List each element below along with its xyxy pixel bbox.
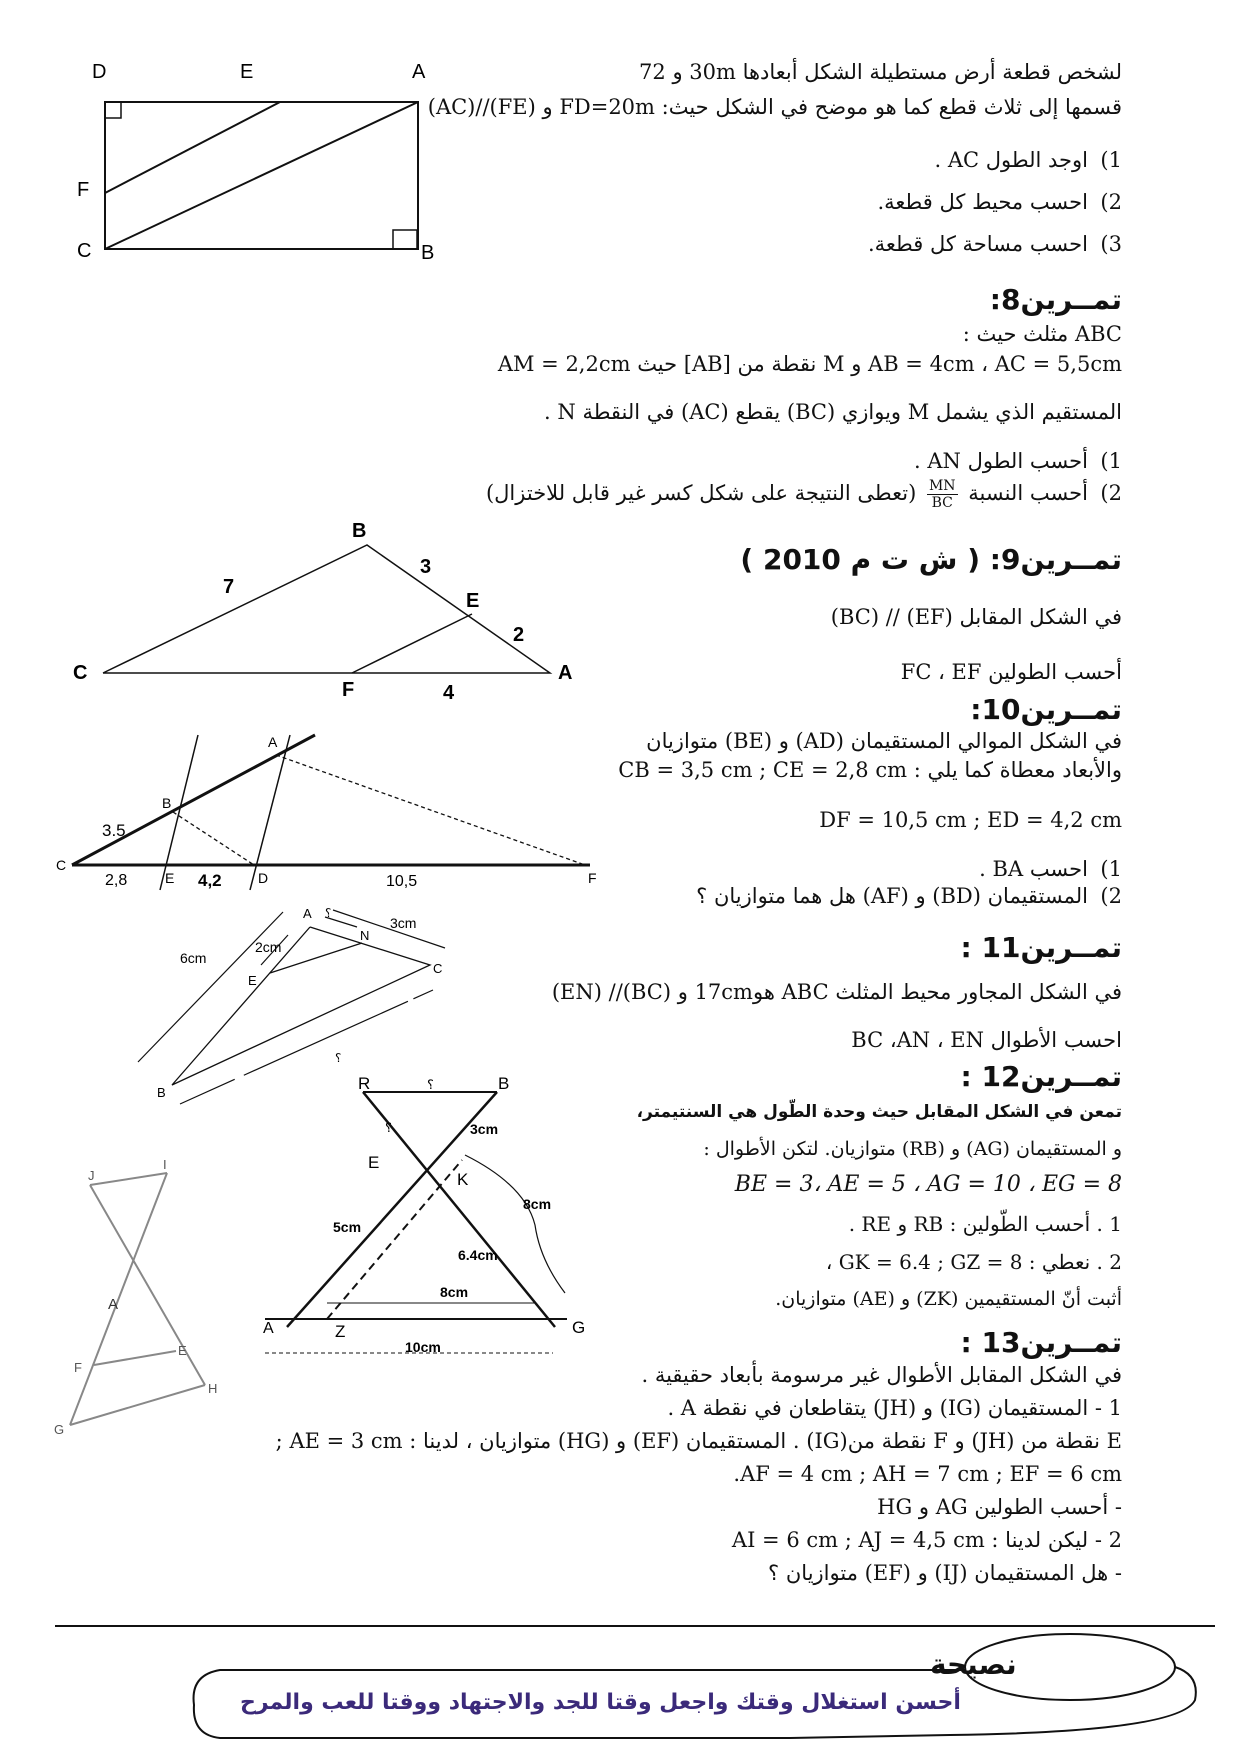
label-C: C xyxy=(77,240,92,262)
ex10-line3: DF = 10,5 cm ; ED = 4,2 cm xyxy=(819,808,1122,832)
ex9-source: ( ش ت م 2010 ) xyxy=(740,543,980,576)
ex9-title: تمــرين9: ( ش ت م 2010 ) xyxy=(740,543,1122,576)
advice-frame xyxy=(190,1630,1220,1745)
unknown-AN: ؟ xyxy=(325,906,332,920)
ex8-title: تمــرين8: xyxy=(989,283,1122,316)
label-G: G xyxy=(54,1422,65,1437)
label-D: D xyxy=(258,870,269,886)
ex10-line1: في الشكل الموالي المستقيمان (AD) و (BE) متوازيان xyxy=(646,729,1122,753)
arrow-AC-3cm xyxy=(333,910,445,948)
ex7-question-3: 3)احسب مساحة كل قطعة. xyxy=(867,232,1122,256)
label-B: B xyxy=(157,1085,166,1100)
ex13-line5: - أحسب الطولين AG و HG xyxy=(877,1495,1122,1519)
ex12-line3: BE = 3، AE = 5 ، AG = 10 ، EG = 8 xyxy=(734,1172,1122,1197)
length-3cm: 3cm xyxy=(390,915,417,931)
length-4: 4 xyxy=(443,682,455,704)
label-C: C xyxy=(56,857,67,873)
ex13-line6: 2 - ليكن لدينا : AI = 6 cm ; AJ = 4,5 cm xyxy=(731,1528,1122,1552)
arrow-AB-6cm xyxy=(138,912,283,1062)
ex7-statement-line2: قسمها إلى ثلاث قطع كما هو موضح في الشكل حيث: FD=20m و (FE)//(AC) xyxy=(427,95,1122,119)
ex12-figure xyxy=(265,1075,605,1365)
ex9-line2: أحسب الطولين FC ، EF xyxy=(900,660,1122,684)
label-A: A xyxy=(268,734,278,750)
ex9-triangle-figure xyxy=(65,515,595,705)
label-B: B xyxy=(352,520,367,542)
ex11-line1: في الشكل المجاور محيط المثلث ABC هو17cm و (BC)// (EN) xyxy=(551,980,1122,1004)
length-2: 2 xyxy=(513,624,525,646)
length-CB: 3.5 xyxy=(102,821,126,840)
label-A: A xyxy=(108,1296,119,1313)
advice-text: أحسن استغلال وقتك واجعل وقتا للجد والاجتهاد ووقتا للعب والمرح xyxy=(240,1690,961,1715)
brace-8cm xyxy=(465,1155,565,1293)
ex7-statement-line1: لشخص قطعة أرض مستطيلة الشكل أبعادها 30m و 72 xyxy=(639,60,1122,84)
ex7-question-2: 2)احسب محيط كل قطعة. xyxy=(877,190,1122,214)
label-G: G xyxy=(572,1318,586,1337)
label-H: H xyxy=(208,1381,218,1396)
length-CE: 2,8 xyxy=(105,872,128,889)
right-angle-D xyxy=(105,102,121,118)
ex11-title: تمــرين11 : xyxy=(960,931,1122,964)
label-A: A xyxy=(412,61,426,83)
label-E: E xyxy=(240,61,254,83)
ex13-line4: AF = 4 cm ; AH = 7 cm ; EF = 6 cm. xyxy=(733,1462,1122,1486)
segment-GH xyxy=(70,1385,205,1425)
label-E: E xyxy=(248,973,257,988)
unknown-BC: ؟ xyxy=(335,1051,342,1065)
ex13-line2: 1 - المستقيمان (IG) و (JH) يتقاطعان في نقطة A . xyxy=(667,1396,1122,1420)
label-N: N xyxy=(360,928,370,943)
length-ED: 4,2 xyxy=(198,871,222,890)
label-F: F xyxy=(342,679,355,701)
label-E: E xyxy=(368,1153,380,1172)
ex12-line2: و المستقيمان (AG) و (RB) متوازيان. لتكن الأطوال : xyxy=(703,1138,1122,1160)
segment-EF xyxy=(352,614,472,673)
ratio-MN-BC: $\frac{MN}{BC}$ xyxy=(928,478,956,511)
ex12-line1: تمعن في الشكل المقابل حيث وحدة الطّول هي السنتيمتر، xyxy=(636,1102,1122,1122)
ex8-line2: AB = 4cm ، AC = 5,5cm و M نقطة من [AB] حيث AM = 2,2cm xyxy=(497,352,1122,376)
label-F: F xyxy=(588,870,597,886)
ex10-title: تمــرين10: xyxy=(970,693,1122,726)
ex8-question-2: 2)أحسب النسبة $\frac{MN}{BC}$ (تعطى النتيجة على شكل كسر غير قابل للاختزال) xyxy=(485,478,1122,511)
segment-CA xyxy=(105,102,418,249)
length-8cm-GZ: 8cm xyxy=(440,1284,469,1300)
triangle-ABC xyxy=(103,545,550,673)
length-3: 3 xyxy=(420,556,432,578)
label-J: J xyxy=(88,1168,95,1183)
ex11-line2: احسب الأطوال BC ،AN ، EN xyxy=(851,1028,1122,1052)
label-E: E xyxy=(466,590,480,612)
label-D: D xyxy=(92,61,107,83)
ex12-question-3: أثبت أنّ المستقيمين (ZK) و (AE) متوازيان. xyxy=(775,1288,1122,1310)
label-K: K xyxy=(457,1170,469,1189)
unknown-RB: ؟ xyxy=(427,1077,434,1092)
length-5cm: 5cm xyxy=(333,1219,362,1235)
segment-JI xyxy=(90,1173,167,1185)
ex9-line1: في الشكل المقابل (EF) // (BC) xyxy=(830,605,1122,629)
label-E: E xyxy=(178,1343,187,1358)
length-6.4cm: 6.4cm xyxy=(458,1247,498,1263)
label-F: F xyxy=(77,179,90,201)
length-3cm: 3cm xyxy=(470,1121,499,1137)
advice-title: نصيحة xyxy=(930,1648,1017,1681)
label-C: C xyxy=(73,662,88,684)
ex13-line7: - هل المستقيمان (IJ) و (EF) متوازيان ؟ xyxy=(768,1561,1122,1585)
label-B: B xyxy=(162,795,172,811)
length-2cm: 2cm xyxy=(255,939,282,955)
line-IG xyxy=(70,1173,167,1425)
label-B: B xyxy=(421,242,435,264)
dashed-AF xyxy=(276,755,585,865)
length-10cm: 10cm xyxy=(405,1339,441,1355)
dashed-BD xyxy=(173,812,254,865)
ex7-rectangle-figure xyxy=(75,50,455,270)
ex13-title: تمــرين13 : xyxy=(960,1326,1122,1359)
label-F: F xyxy=(74,1360,82,1375)
unknown-RE: ؟ xyxy=(385,1120,392,1135)
footer-divider xyxy=(55,1625,1215,1627)
ex13-figure xyxy=(50,1155,235,1440)
label-A: A xyxy=(263,1320,274,1337)
ex12-title: تمــرين12 : xyxy=(960,1060,1122,1093)
label-R: R xyxy=(358,1074,371,1093)
ex10-line2: والأبعاد معطاة كما يلي : CB = 3,5 cm ; CE = 2,8 cm xyxy=(618,758,1122,782)
label-E: E xyxy=(165,870,175,886)
ex8-line3: المستقيم الذي يشمل M ويوازي (BC) يقطع (AC) في النقطة N . xyxy=(544,400,1122,424)
ex10-figure xyxy=(50,730,610,895)
label-A: A xyxy=(303,906,312,921)
ex13-line1: في الشكل المقابل الأطوال غير مرسومة بأبعاد حقيقية . xyxy=(641,1363,1122,1387)
label-B: B xyxy=(498,1074,510,1093)
length-7: 7 xyxy=(223,576,235,598)
ex8-line1: ABC مثلث حيث : xyxy=(962,322,1122,346)
label-I: I xyxy=(163,1157,167,1172)
length-6cm: 6cm xyxy=(180,950,207,966)
label-A: A xyxy=(558,662,573,684)
label-Z: Z xyxy=(335,1322,346,1341)
segment-FE xyxy=(94,1351,176,1365)
triangle-ABC xyxy=(172,927,430,1085)
ex13-line3: E نقطة من (JH) و F نقطة من(IG) . المستقيمان (EF) و (HG) متوازيان ، لدينا : AE = 3 cm ; xyxy=(275,1429,1122,1453)
ex12-question-2: 2 . نعطي : GK = 6.4 ; GZ = 8 ، xyxy=(825,1250,1122,1274)
segment-EN xyxy=(270,943,362,973)
line-BE xyxy=(160,735,198,890)
length-DF: 10,5 xyxy=(386,873,418,890)
ex7-question-1: 1)اوجد الطول AC . xyxy=(934,148,1122,172)
length-8cm-GE: 8cm xyxy=(523,1196,552,1212)
ex12-question-1: 1 . أحسب الطّولين : RB و RE . xyxy=(848,1212,1122,1236)
label-C: C xyxy=(433,961,443,976)
right-angle-B xyxy=(393,230,417,249)
ex8-question-1: 1)أحسب الطول AN . xyxy=(914,449,1122,473)
ex10-question-1: 1)احسب BA . xyxy=(979,857,1122,881)
ex10-question-2: 2)المستقيمان (BD) و (AF) هل هما متوازيان ؟ xyxy=(696,884,1122,908)
